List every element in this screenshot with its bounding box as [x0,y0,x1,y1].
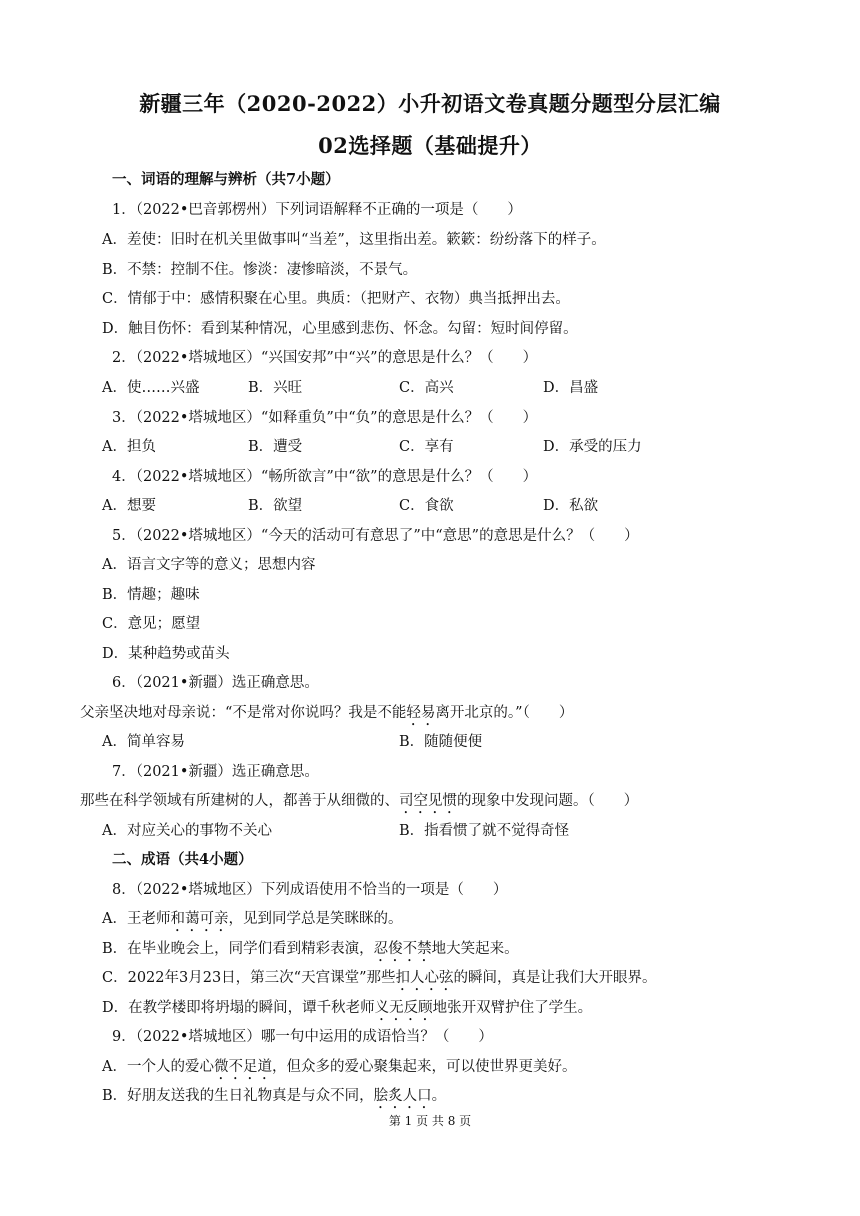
question-8-stem: 8．（2022•塔城地区）下列成语使用不恰当的一项是（ ） [112,882,508,898]
question-1-stem: 1．（2022•巴音郭楞州）下列词语解释不正确的一项是（ ） [112,202,522,218]
question-2-option-d[interactable]: D．昌盛 [543,380,599,396]
section-heading-2: 二、成语（共4小题） [112,851,253,868]
question-9-option-a[interactable]: A．一个人的爱心微不足道，但众多的爱心聚集起来，可以使世界更美好。 [102,1059,577,1075]
question-6-option-a[interactable]: A．简单容易 [102,734,185,750]
question-6-sentence: 父亲坚决地对母亲说：“不是常对你说吗？我是不能轻易离开北京的。”（ ） [80,705,574,721]
question-9-option-b[interactable]: B．好朋友送我的生日礼物真是与众不同，脍炙人口。 [102,1088,447,1104]
question-4-option-c[interactable]: C．食欲 [399,498,454,514]
question-6-stem: 6．（2021•新疆）选正确意思。 [112,675,319,691]
question-1-option-a[interactable]: A．差使：旧时在机关里做事叫“当差”，这里指出差。簌簌：纷纷落下的样子。 [102,232,606,248]
question-7-emphasis-word: 司空见惯 [399,793,457,809]
question-7-sentence: 那些在科学领域有所建树的人，都善于从细微的、司空见惯的现象中发现问题。（ ） [80,793,639,809]
question-4-option-d[interactable]: D．私欲 [543,498,599,514]
question-3-stem: 3．（2022•塔城地区）“如释重负”中“负”的意思是什么？（ ） [112,410,538,426]
question-1-option-b[interactable]: B．不禁：控制不住。惨淡：凄惨暗淡，不景气。 [102,262,418,278]
question-2-option-b[interactable]: B．兴旺 [248,380,303,396]
question-8-option-b[interactable]: B．在毕业晚会上，同学们看到精彩表演，忍俊不禁地大笑起来。 [102,941,519,957]
document-title-line2: 02选择题（基础提升） [318,133,542,158]
question-8-option-c[interactable]: C．2022年3月23日，第三次“天宫课堂”那些扣人心弦的瞬间，真是让我们大开眼界。 [102,970,657,986]
question-3-option-b[interactable]: B．遭受 [248,439,303,455]
question-2-option-c[interactable]: C．高兴 [399,380,454,396]
question-9-stem: 9．（2022•塔城地区）哪一句中运用的成语恰当？（ ） [112,1029,493,1045]
question-7-option-b[interactable]: B．指看惯了就不觉得奇怪 [399,823,570,839]
question-2-option-a[interactable]: A．使……兴盛 [102,380,200,396]
question-3-option-c[interactable]: C．享有 [399,439,454,455]
question-5-option-c[interactable]: C．意见；愿望 [102,616,201,632]
question-4-option-b[interactable]: B．欲望 [248,498,303,514]
question-1-option-c[interactable]: C．情郁于中：感情积聚在心里。典质：（把财产、衣物）典当抵押出去。 [102,291,570,307]
question-5-option-b[interactable]: B．情趣；趣味 [102,587,200,603]
question-8-option-d[interactable]: D．在教学楼即将坍塌的瞬间，谭千秋老师义无反顾地张开双臂护住了学生。 [102,1000,593,1016]
document-title-line1: 新疆三年（2020-2022）小升初语文卷真题分题型分层汇编 [139,91,721,116]
question-5-option-d[interactable]: D．某种趋势或苗头 [102,646,230,662]
question-6-emphasis-word: 轻易 [406,705,436,721]
question-6-option-b[interactable]: B．随随便便 [399,734,483,750]
question-5-option-a[interactable]: A．语言文字等的意义；思想内容 [102,557,316,573]
question-4-stem: 4．（2022•塔城地区）“畅所欲言”中“欲”的意思是什么？（ ） [112,469,538,485]
question-7-option-a[interactable]: A．对应关心的事物不关心 [102,823,272,839]
question-3-option-a[interactable]: A．担负 [102,439,156,455]
question-5-stem: 5．（2022•塔城地区）“今天的活动可有意思了”中“意思”的意思是什么？（ ） [112,528,639,544]
question-2-stem: 2．（2022•塔城地区）“兴国安邦”中“兴”的意思是什么？（ ） [112,350,538,366]
page-footer: 第 1 页 共 8 页 [388,1114,472,1128]
section-heading-1: 一、词语的理解与辨析（共7小题） [112,171,340,188]
question-4-option-a[interactable]: A．想要 [102,498,156,514]
question-3-option-d[interactable]: D．承受的压力 [543,439,642,455]
question-1-option-d[interactable]: D．触目伤怀：看到某种情况，心里感到悲伤、怀念。勾留：短时间停留。 [102,321,578,337]
question-7-stem: 7．（2021•新疆）选正确意思。 [112,764,319,780]
question-8-option-a[interactable]: A．王老师和蔼可亲，见到同学总是笑眯眯的。 [102,911,403,927]
